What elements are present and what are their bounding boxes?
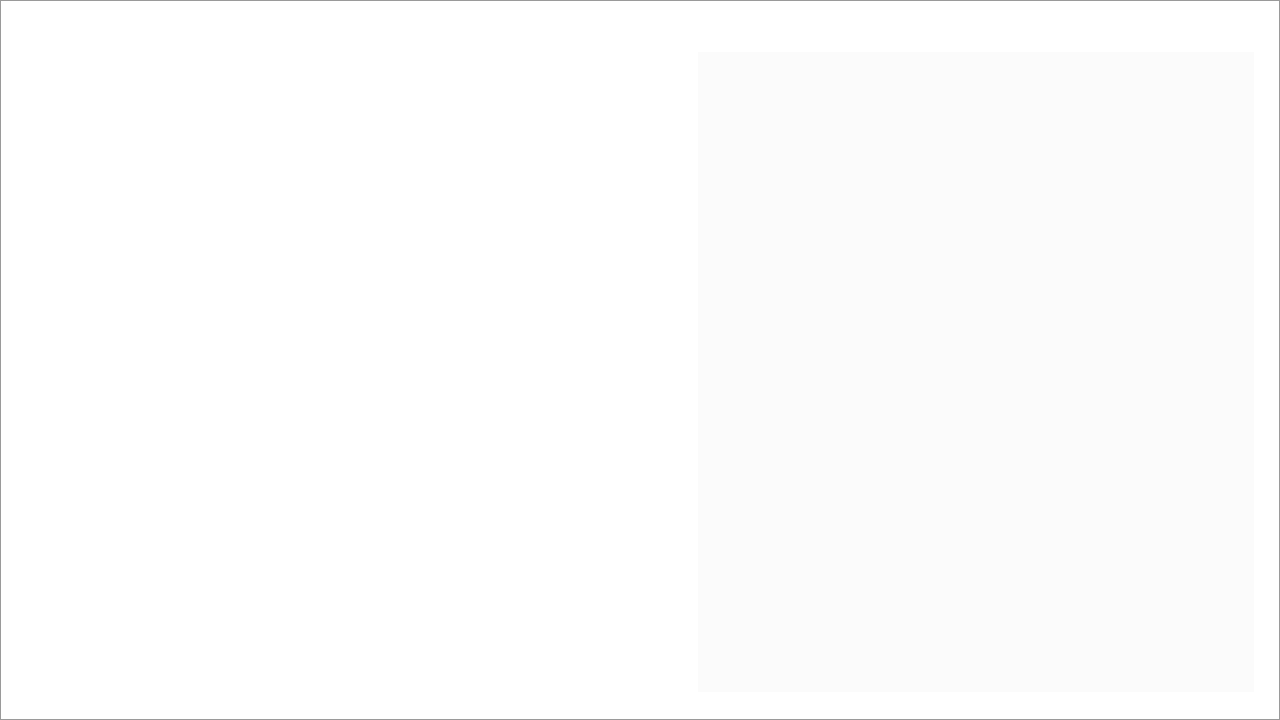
chant-notation (30, 130, 690, 560)
staff-notation (30, 130, 690, 560)
verses-panel (698, 52, 1254, 692)
